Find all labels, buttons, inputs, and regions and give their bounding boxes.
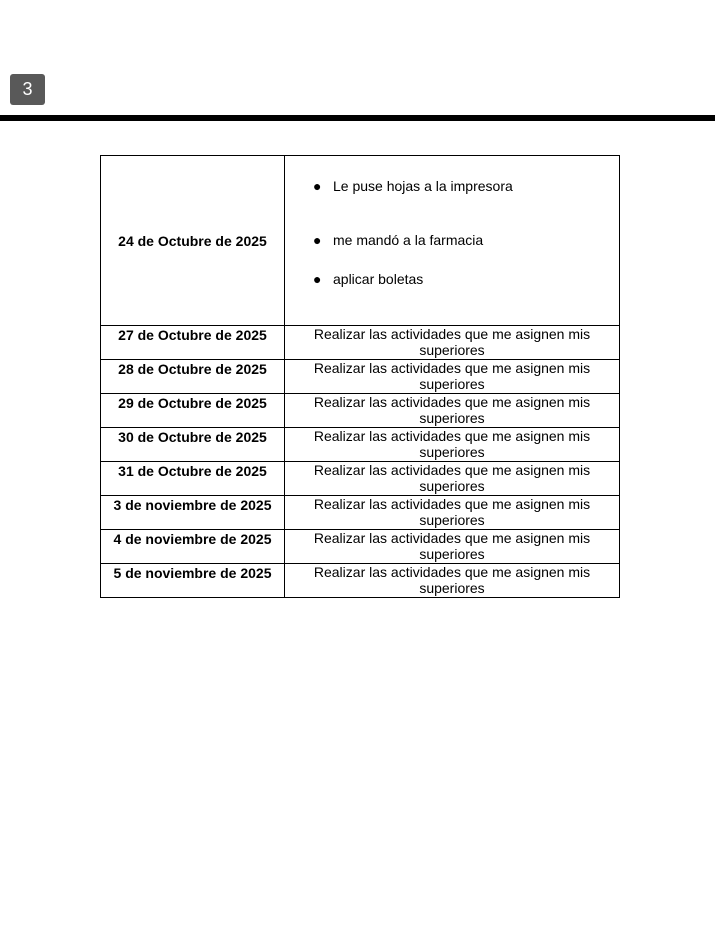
task-text: me mandó a la farmacia	[333, 232, 484, 248]
tasks-cell	[285, 156, 620, 326]
table-row	[101, 360, 620, 394]
date-cell: 31 de Octubre de 2025	[101, 462, 285, 496]
date-cell: 4 de noviembre de 2025	[101, 530, 285, 564]
bullet-icon: ●	[313, 178, 322, 194]
task-text: aplicar boletas	[333, 271, 424, 287]
description-cell: Realizar las actividades que me asignen mis superiores	[285, 496, 620, 530]
table-row	[101, 530, 620, 564]
date-cell: 27 de Octubre de 2025	[101, 326, 285, 360]
description-cell: Realizar las actividades que me asignen mis superiores	[285, 428, 620, 462]
task-text: Le puse hojas a la impresora	[333, 178, 513, 194]
table-row	[101, 394, 620, 428]
description-cell: Realizar las actividades que me asignen mis superiores	[285, 564, 620, 598]
bullet-icon: ●	[313, 232, 322, 248]
date-cell: 5 de noviembre de 2025	[101, 564, 285, 598]
table-row	[101, 496, 620, 530]
table-row	[101, 326, 620, 360]
date-cell: 24 de Octubre de 2025	[101, 156, 285, 326]
date-cell: 28 de Octubre de 2025	[101, 360, 285, 394]
list-item	[285, 178, 619, 194]
table-row	[101, 428, 620, 462]
date-cell: 29 de Octubre de 2025	[101, 394, 285, 428]
date-cell: 3 de noviembre de 2025	[101, 496, 285, 530]
description-cell: Realizar las actividades que me asignen mis superiores	[285, 326, 620, 360]
list-item	[285, 271, 619, 287]
table-row	[101, 156, 620, 326]
page-number-badge: 3	[10, 74, 45, 105]
description-cell: Realizar las actividades que me asignen mis superiores	[285, 462, 620, 496]
list-item	[285, 232, 619, 248]
table-row	[101, 564, 620, 598]
date-cell: 30 de Octubre de 2025	[101, 428, 285, 462]
header-rule	[0, 115, 715, 121]
activity-log-table	[100, 155, 620, 598]
description-cell: Realizar las actividades que me asignen mis superiores	[285, 530, 620, 564]
bullet-icon: ●	[313, 271, 322, 287]
description-cell: Realizar las actividades que me asignen mis superiores	[285, 360, 620, 394]
task-list	[285, 178, 619, 287]
table-row	[101, 462, 620, 496]
description-cell: Realizar las actividades que me asignen mis superiores	[285, 394, 620, 428]
